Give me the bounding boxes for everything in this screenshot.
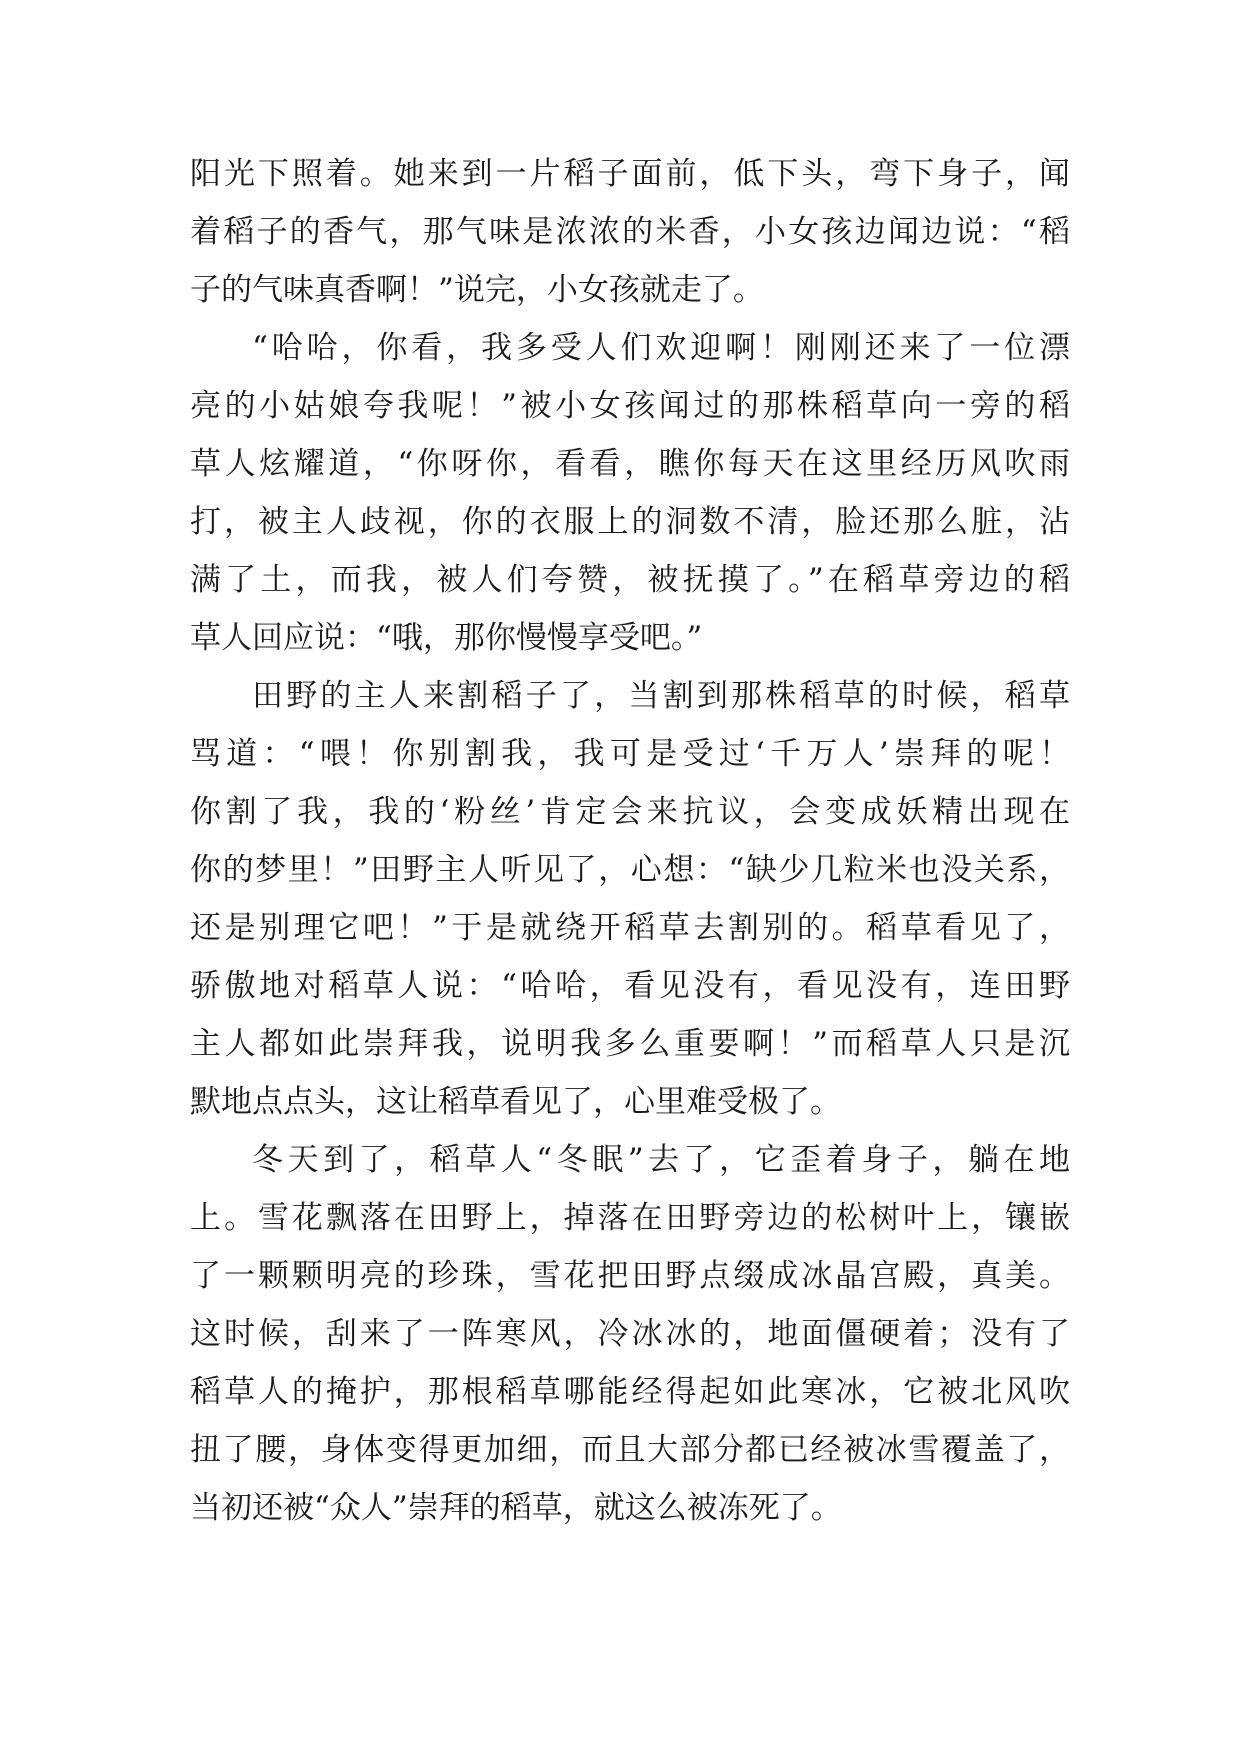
text-line: 这时候，刮来了一阵寒风，冷冰冰的，地面僵硬着；没有了 — [190, 1316, 1070, 1352]
text-line: 你割了我，我的‘粉丝’肯定会来抗议，会变成妖精出现在 — [190, 794, 1070, 830]
text-line: 当初还被“众人”崇拜的稻草，就这么被冻死了。 — [190, 1490, 842, 1526]
text-line: 扭了腰，身体变得更加细，而且大部分都已经被冰雪覆盖了， — [190, 1432, 1070, 1468]
text-line: 还是别理它吧！”于是就绕开稻草去割别的。稻草看见了， — [190, 910, 1070, 946]
text-line: 草人回应说：“哦，那你慢慢享受吧。” — [190, 620, 703, 656]
text-line: 骂道：“喂！你别割我，我可是受过‘千万人’崇拜的呢！ — [190, 736, 1070, 772]
text-line: 子的气味真香啊！”说完，小女孩就走了。 — [190, 272, 764, 308]
text-line: 稻草人的掩护，那根稻草哪能经得起如此寒冰，它被北风吹 — [190, 1374, 1070, 1410]
paragraph — [190, 145, 1070, 319]
text-line: 冬天到了，稻草人“冬眠”去了，它歪着身子，躺在地 — [252, 1142, 1070, 1178]
text-line: 亮的小姑娘夸我呢！”被小女孩闻过的那株稻草向一旁的稻 — [190, 388, 1070, 424]
text-line: 你的梦里！”田野主人听见了，心想：“缺少几粒米也没关系， — [190, 852, 1070, 888]
text-line: 了一颗颗明亮的珍珠，雪花把田野点缀成冰晶宫殿，真美。 — [190, 1258, 1070, 1294]
text-line: 着稻子的香气，那气味是浓浓的米香，小女孩边闻边说：“稻 — [190, 214, 1070, 250]
text-line: 默地点点头，这让稻草看见了，心里难受极了。 — [190, 1084, 841, 1120]
paragraph — [190, 1131, 1070, 1537]
text-line: 主人都如此崇拜我，说明我多么重要啊！”而稻草人只是沉 — [190, 1026, 1070, 1062]
text-line: 上。雪花飘落在田野上，掉落在田野旁边的松树叶上，镶嵌 — [190, 1200, 1070, 1236]
paragraph — [190, 319, 1070, 667]
text-line: 草人炫耀道，“你呀你，看看，瞧你每天在这里经历风吹雨 — [190, 446, 1070, 482]
text-line: “哈哈，你看，我多受人们欢迎啊！刚刚还来了一位漂 — [252, 330, 1070, 366]
text-line: 阳光下照着。她来到一片稻子面前，低下头，弯下身子，闻 — [190, 156, 1070, 192]
text-line: 打，被主人歧视，你的衣服上的洞数不清，脸还那么脏，沾 — [190, 504, 1070, 540]
text-line: 田野的主人来割稻子了，当割到那株稻草的时候，稻草 — [252, 678, 1070, 714]
paragraph — [190, 667, 1070, 1131]
text-line: 骄傲地对稻草人说：“哈哈，看见没有，看见没有，连田野 — [190, 968, 1070, 1004]
story-text — [190, 145, 1070, 1537]
text-line: 满了土，而我，被人们夸赞，被抚摸了。”在稻草旁边的稻 — [190, 562, 1070, 598]
